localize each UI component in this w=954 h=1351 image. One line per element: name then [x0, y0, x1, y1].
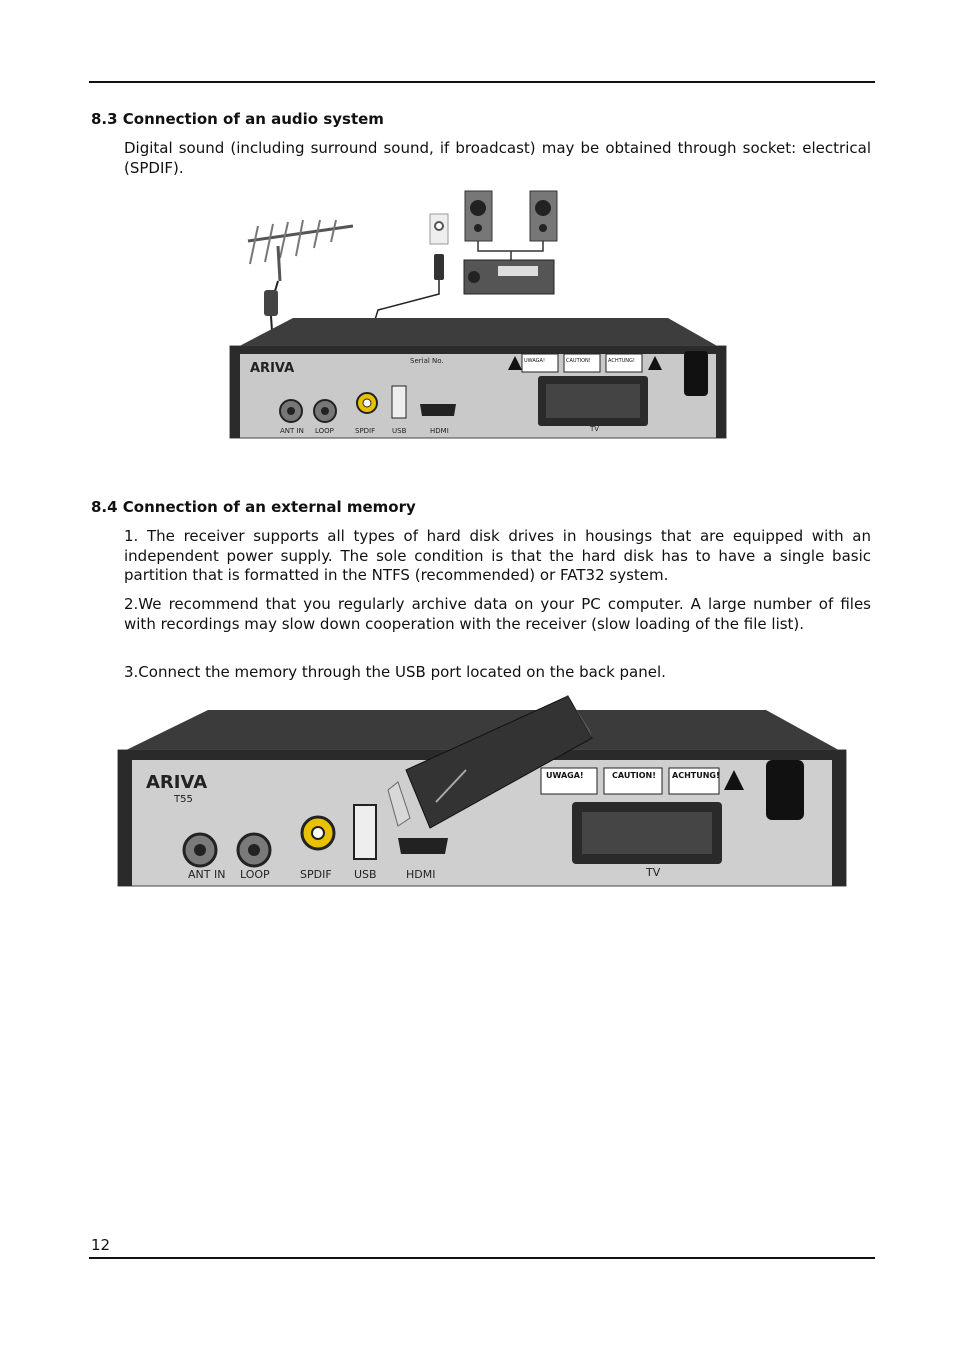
header-rule: [89, 81, 875, 83]
warning-label-uwaga: UWAGA!: [546, 771, 584, 780]
speaker-right-icon: [530, 191, 557, 241]
section-heading-8-3: 8.3 Connection of an audio system: [91, 110, 384, 128]
usb-port-icon: [354, 805, 376, 859]
warning-label-uwaga: UWAGA!: [524, 358, 545, 364]
port-label-ant-in: ANT IN: [280, 427, 304, 435]
port-label-ant-in: ANT IN: [188, 868, 226, 881]
port-label-hdmi: HDMI: [406, 868, 436, 881]
section-8-4-paragraph-3: 3.Connect the memory through the USB port located on the back panel.: [124, 663, 666, 681]
port-label-tv: TV: [646, 866, 661, 879]
warning-label-achtung: ACHTUNG!: [672, 771, 720, 780]
spdif-plug-icon: [434, 254, 444, 280]
speaker-left-icon: [465, 191, 492, 241]
brand-logo: ARIVA: [146, 772, 208, 793]
port-label-loop: LOOP: [315, 427, 334, 435]
warning-label-caution: CAUTION!: [612, 771, 656, 780]
port-label-spdif: SPDIF: [300, 868, 332, 881]
model-label: T55: [174, 794, 193, 805]
port-label-hdmi: HDMI: [430, 427, 449, 435]
footer-rule: [89, 1257, 875, 1259]
page-number: 12: [91, 1236, 111, 1254]
audio-connection-figure: [228, 186, 728, 440]
port-label-spdif: SPDIF: [355, 427, 376, 435]
port-label-usb: USB: [392, 427, 407, 435]
warning-label-caution: CAUTION!: [566, 358, 591, 364]
section-8-4-paragraph-2: 2.We recommend that you regularly archive data on your PC computer. A large number of files with recordings may slow down cooperation with the receiver (slow loading of the file list).: [124, 595, 871, 633]
antenna-plug-icon: [264, 290, 278, 316]
usb-memory-figure: [116, 690, 848, 890]
power-cable-icon: [684, 351, 708, 396]
serial-number-label: Serial No.: [410, 357, 444, 365]
brand-logo: ARIVA: [250, 361, 295, 376]
section-8-4-paragraph-1: 1. The receiver supports all types of hard disk drives in housings that are equipped with an independent power supply. The sole condition is that the hard disk has to have a single basic partition that is formatted in the NTFS (recommended) or FAT32 system.: [124, 527, 871, 584]
antenna-icon: [248, 220, 353, 281]
amplifier-icon: [464, 260, 554, 294]
hdmi-port-icon: [398, 838, 448, 854]
section-8-3-paragraph: Digital sound (including surround sound, if broadcast) may be obtained through socket: electrical (SPDIF).: [124, 139, 871, 177]
port-label-loop: LOOP: [240, 868, 270, 881]
warning-label-achtung: ACHTUNG!: [608, 358, 635, 364]
usb-port-icon: [392, 386, 406, 418]
hdmi-port-icon: [420, 404, 456, 416]
port-label-tv: TV: [590, 425, 600, 433]
power-cable-icon: [766, 760, 804, 820]
section-heading-8-4: 8.4 Connection of an external memory: [91, 498, 416, 516]
port-label-usb: USB: [354, 868, 377, 881]
